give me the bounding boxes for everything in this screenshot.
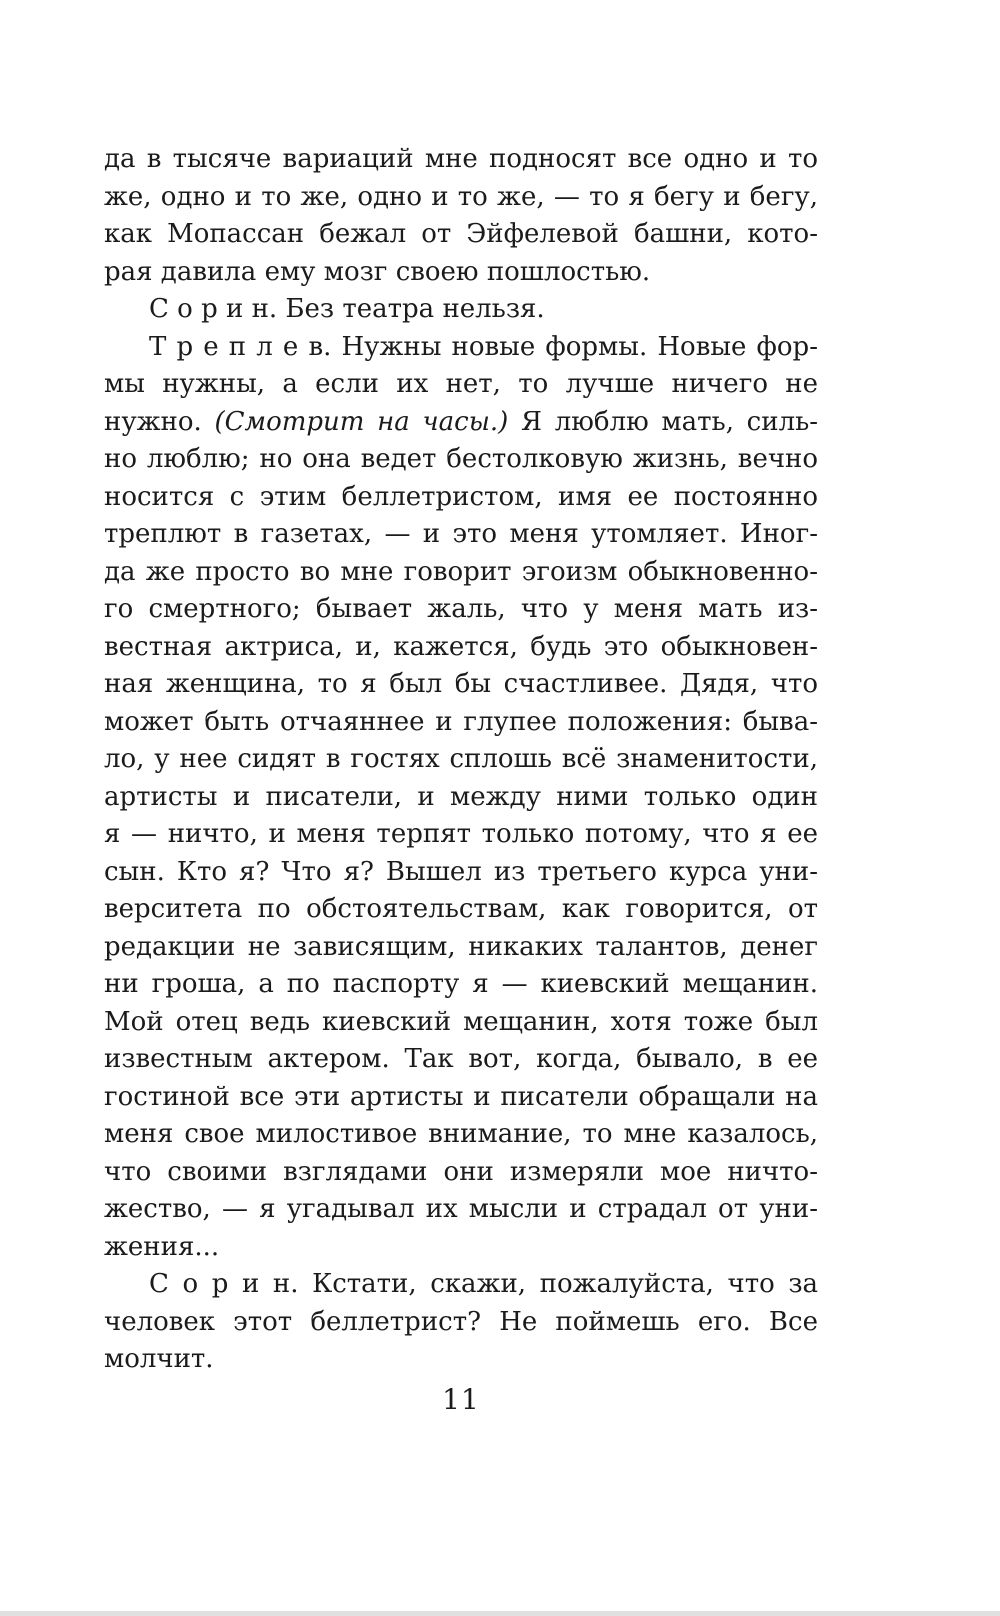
text-line — [104, 966, 818, 1004]
dialogue-text: Без театра нельзя. — [277, 294, 545, 324]
text-line — [104, 1079, 818, 1117]
text-line — [104, 1341, 818, 1379]
dialogue-text: рая давила ему мозг своею пошлостью. — [104, 256, 651, 287]
dialogue-text: да же просто во мне говорит эгоизм обыкновенно- — [104, 556, 818, 587]
text-line — [104, 816, 818, 854]
speaker-name: С о р и н. — [149, 1269, 299, 1299]
dialogue-text: как Мопассан бежал от Эйфелевой башни, кото- — [104, 219, 818, 249]
dialogue-text: да в тысяче вариаций мне подносят все одно и то — [104, 144, 818, 174]
text-line — [104, 1041, 818, 1079]
text-line — [104, 1266, 818, 1304]
dialogue-text: Кстати, скажи, пожалуйста, что за — [298, 1269, 818, 1299]
text-line — [104, 1154, 818, 1192]
dialogue-text: ло, у нее сидят в гостях сплошь всё знаменитости, — [104, 744, 818, 774]
text-line — [104, 216, 818, 254]
speaker-name: С о р и н. — [149, 294, 278, 324]
dialogue-text: ная женщина, то я был бы счастливее. Дядя, что — [104, 669, 818, 699]
scan-edge-artifact — [0, 1611, 1000, 1616]
text-line — [104, 516, 818, 554]
text-line — [104, 929, 818, 967]
text-line — [104, 1304, 818, 1342]
dialogue-text: может быть отчаяннее и глупее положения: быва- — [104, 706, 818, 737]
dialogue-text: молчит. — [104, 1344, 214, 1374]
text-line — [104, 1229, 818, 1267]
dialogue-text: треплют в газетах, — и это меня утомляет. Иног- — [104, 519, 818, 549]
text-line — [104, 179, 818, 217]
dialogue-text: нужно. — [104, 406, 215, 437]
dialogue-text: известным актером. Так вот, когда, бывало, в ее — [104, 1044, 818, 1074]
dialogue-text: сын. Кто я? Что я? Вышел из третьего курса уни- — [104, 856, 818, 887]
dialogue-text: верситета по обстоятельствам, как говорится, от — [104, 894, 818, 924]
dialogue-text: Нужны новые формы. Новые фор- — [331, 331, 818, 362]
text-line — [104, 741, 818, 779]
text-line — [104, 291, 818, 329]
dialogue-text: меня свое милостивое внимание, то мне казалось, — [104, 1119, 818, 1149]
dialogue-text: вестная актриса, и, кажется, будь это обыкновен- — [104, 631, 818, 662]
dialogue-text: Мой отец ведь киевский мещанин, хотя тоже был — [104, 1006, 818, 1037]
text-line — [104, 479, 818, 517]
text-line — [104, 591, 818, 629]
text-line — [104, 404, 818, 442]
dialogue-text: ни гроша, а по паспорту я — киевский мещанин. — [104, 969, 818, 999]
text-line — [104, 1116, 818, 1154]
text-line — [104, 704, 818, 742]
text-line — [104, 891, 818, 929]
text-line — [104, 329, 818, 367]
dialogue-text: гостиной все эти артисты и писатели обращали на — [104, 1081, 818, 1112]
dialogue-text: я — ничто, и меня терпят только потому, что я ее — [104, 819, 818, 849]
text-line — [104, 366, 818, 404]
dialogue-text: но люблю; но она ведет бестолковую жизнь, вечно — [104, 444, 818, 474]
dialogue-text: носится с этим беллетристом, имя ее постоянно — [104, 481, 818, 512]
text-line — [104, 629, 818, 667]
page-number: 11 — [442, 1383, 480, 1416]
dialogue-text: жения... — [104, 1231, 220, 1262]
dialogue-text: же, одно и то же, одно и то же, — то я бегу и бегу, — [104, 181, 818, 212]
dialogue-text: го смертного; бывает жаль, что у меня мать из- — [104, 594, 818, 624]
dialogue-text: артисты и писатели, и между ними только один — [104, 781, 818, 812]
dialogue-text: мы нужны, а если их нет, то лучше ничего не — [104, 369, 818, 399]
text-line — [104, 1004, 818, 1042]
dialogue-text: Я люблю мать, силь- — [508, 406, 818, 437]
dialogue-text: редакции не зависящим, никаких талантов, денег — [104, 931, 818, 962]
speaker-name: Т р е п л е в. — [149, 331, 332, 362]
text-line — [104, 441, 818, 479]
text-line — [104, 554, 818, 592]
text-line — [104, 141, 818, 179]
text-line — [104, 254, 818, 292]
stage-direction: (Смотрит на часы.) — [214, 406, 509, 437]
dialogue-text: человек этот беллетрист? Не поймешь его. Все — [104, 1306, 818, 1337]
text-line — [104, 779, 818, 817]
dialogue-text: жество, — я угадывал их мысли и страдал от уни- — [104, 1194, 818, 1224]
text-block — [104, 141, 818, 1379]
dialogue-text: что своими взглядами они измеряли мое ничто- — [104, 1156, 818, 1187]
text-line — [104, 854, 818, 892]
text-line — [104, 1191, 818, 1229]
text-line — [104, 666, 818, 704]
